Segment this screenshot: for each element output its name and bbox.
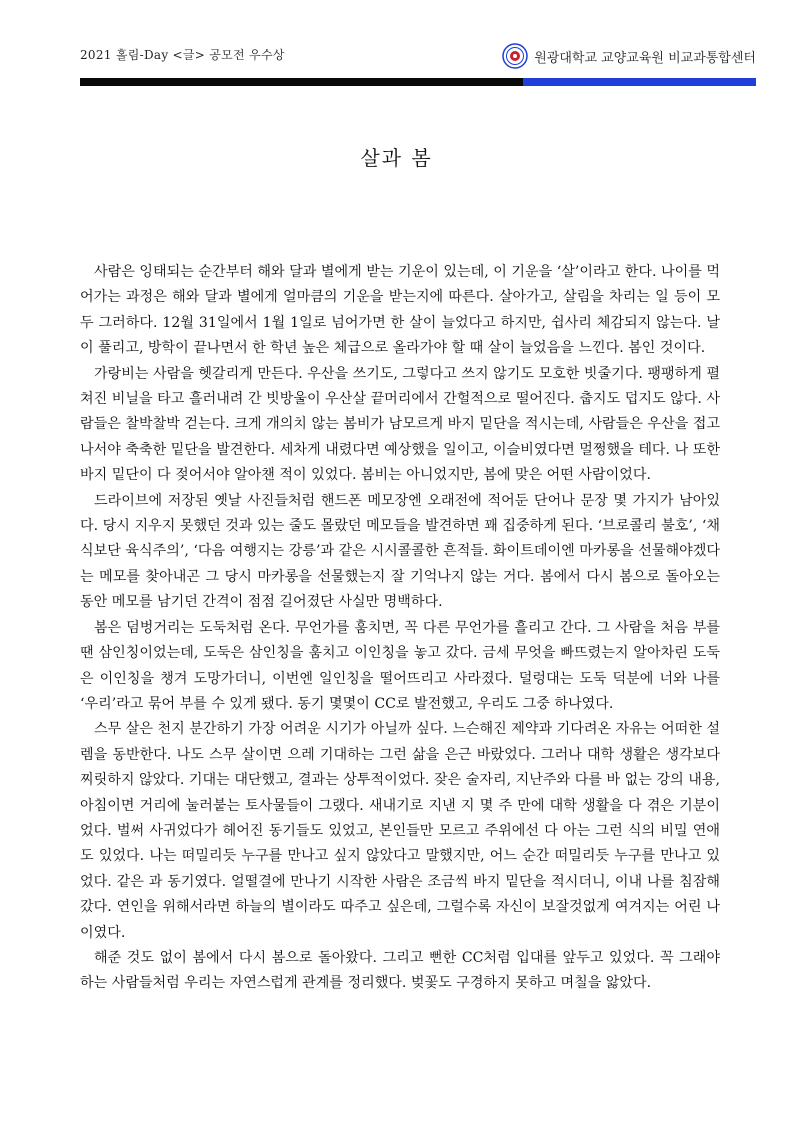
- institution-name: 원광대학교 교양교육원 비교과통합센터: [534, 50, 756, 66]
- header-rule-blue: [523, 78, 756, 86]
- essay-title: 살과 봄: [360, 146, 433, 170]
- essay-paragraph: 스무 살은 천지 분간하기 가장 어려운 시기가 아닐까 싶다. 느슨해진 제약과 기다려온 자유는 어떠한 설렘을 동반한다. 나도 스무 살이면 으레 기대하는 그런 삶을 은근 바랐었다. 그러나 대학 생활은 생각보다 찌릿하지 않았다. 기대는 대단했고, 결과는 상투적이었다. 잦은 술자리, 지난주와 다를 바 없는 강의 내용, 아침이면 거리에 눌러붙는 토사물들이 그랬다. 새내기로 지낸 지 몇 주 만에 대학 생활을 다 겪은 기분이었다. 벌써 사귀었다가 헤어진 동기들도 있었고, 본인들만 모르고 주위에선 다 아는 그런 식의 비밀 연애도 있었다. 나는 떠밀리듯 누구를 만나고 싶지 않았다고 말했지만, 어느 순간 떠밀리듯 누구를 만나고 있었다. 같은 과 동기였다. 얼떨결에 만나기 시작한 사람은 조금씩 바지 밑단을 적시더니, 이내 나를 침잠해갔다. 연인을 위해서라면 하늘의 별이라도 따주고 싶은데, 그럴수록 자신이 보잘것없게 여겨지는 어린 나이였다.: [80, 721, 720, 941]
- essay-paragraph: 드라이브에 저장된 옛날 사진들처럼 핸드폰 메모장엔 오래전에 적어둔 단어나 문장 몇 가지가 남아있다. 당시 지우지 못했던 것과 있는 줄도 몰랐던 메모들을 발견하면 꽤 집중하게 된다. ‘브로콜리 불호’, ‘채식보단 육식주의’, ‘다음 여행지는 강릉’과 같은 시시콜콜한 흔적들. 화이트데이엔 마카롱을 선물해야겠다는 메모를 찾아내곤 그 당시 마카롱을 선물했는지 잘 기억나지 않는 거다. 봄에서 다시 봄으로 돌아오는 동안 메모를 남기던 간격이 점점 길어졌단 사실만 명백하다.: [80, 492, 720, 611]
- header-contest-label: 2021 홀림-Day <글> 공모전 우수상: [80, 48, 285, 62]
- essay-paragraph: 봄은 덤벙거리는 도둑처럼 온다. 무언가를 훔치면, 꼭 다른 무언가를 흘리고 간다. 그 사람을 처음 부를 땐 삼인칭이었는데, 도둑은 삼인칭을 훔치고 이인칭을 놓고 갔다. 금세 무엇을 빠뜨렸는지 알아차린 도둑은 이인칭을 챙겨 도망가더니, 이번엔 일인칭을 떨어뜨리고 사라졌다. 덜렁대는 도둑 덕분에 너와 나를 ‘우리’라고 묶어 부를 수 있게 됐다. 동기 몇몇이 CC로 발전했고, 우리도 그중 하나였다.: [80, 619, 720, 712]
- essay-paragraph: 사람은 잉태되는 순간부터 해와 달과 별에게 받는 기운이 있는데, 이 기운을 ‘살’이라고 한다. 나이를 먹어가는 과정은 해와 달과 별에게 얼마큼의 기운을 받는지에 따른다. 살아가고, 살림을 차리는 일 등이 모두 그러하다. 12월 31일에서 1월 1일로 넘어가면 한 살이 늘었다고 하지만, 쉽사리 체감되지 않는다. 날이 풀리고, 방학이 끝나면서 한 학년 높은 체급으로 올라가야 할 때 살이 늘었음을 느낀다. 봄인 것이다.: [80, 264, 720, 357]
- essay-body: [80, 260, 720, 997]
- university-seal-icon: [502, 43, 528, 69]
- essay-paragraph: 가랑비는 사람을 헷갈리게 만든다. 우산을 쓰기도, 그렇다고 쓰지 않기도 모호한 빗줄기다. 팽팽하게 펼쳐진 비닐을 타고 흘러내려 간 빗방울이 우산살 끝머리에서 간헐적으로 떨어진다. 춥지도 덥지도 않다. 사람들은 찰박찰박 걷는다. 크게 개의치 않는 봄비가 남모르게 바지 밑단을 적시는데, 사람들은 우산을 접고 나서야 축축한 밑단을 발견한다. 세차게 내렸다면 예상했을 일이고, 이슬비였다면 멀쩡했을 테다. 나 또한 바지 밑단이 다 젖어서야 알아챈 적이 있었다. 봄비는 아니었지만, 봄에 맞은 어떤 사람이었다.: [80, 365, 720, 484]
- header-institution: [502, 43, 756, 69]
- header-rule-black: [80, 78, 523, 86]
- essay-paragraph: 해준 것도 없이 봄에서 다시 봄으로 돌아왔다. 그리고 뻔한 CC처럼 입대를 앞두고 있었다. 꼭 그래야 하는 사람들처럼 우리는 자연스럽게 관계를 정리했다. 벚꽃도 구경하지 못하고 며칠을 앓았다.: [80, 949, 720, 992]
